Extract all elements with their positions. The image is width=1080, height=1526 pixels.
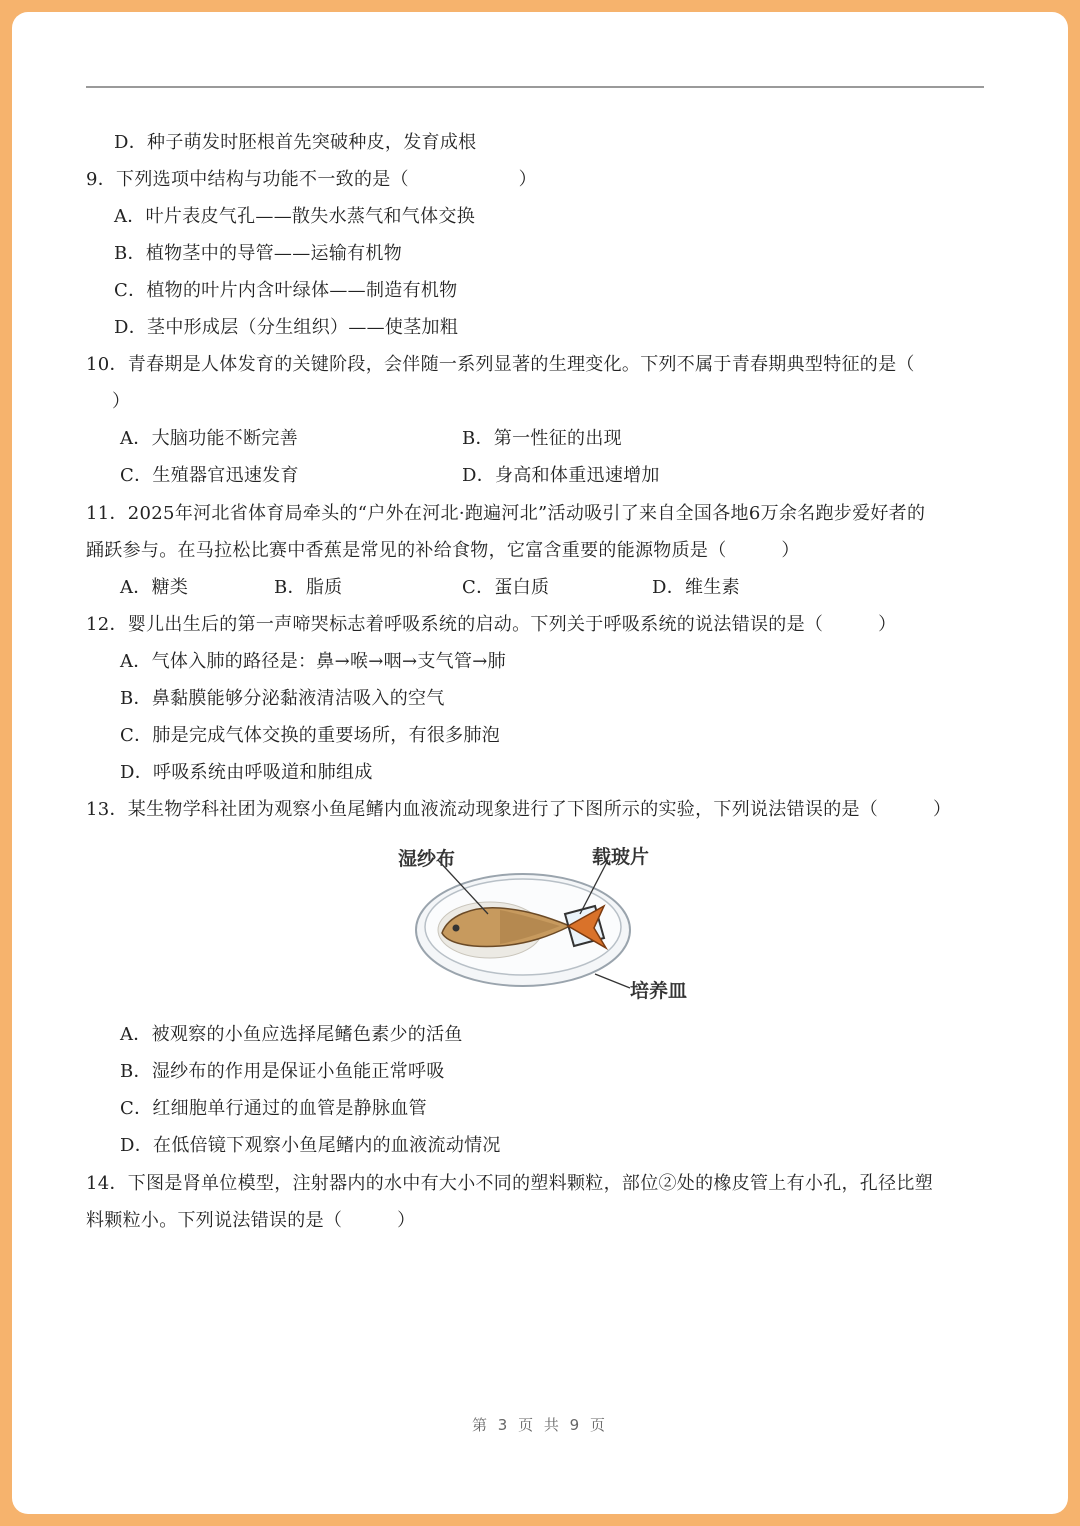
label-glass-slide: 载玻片 <box>592 846 650 868</box>
q12-option-d: D．呼吸系统由呼吸道和肺组成 <box>120 762 373 783</box>
q10-option-b: B．第一性征的出现 <box>462 428 622 449</box>
header-rule <box>86 86 984 88</box>
q11-stem-cont: 踊跃参与。在马拉松比赛中香蕉是常见的补给食物，它富含重要的能源物质是（ ） <box>86 540 800 561</box>
fish-experiment-figure <box>390 830 700 1010</box>
label-wet-gauze: 湿纱布 <box>398 848 456 870</box>
q13-option-d: D．在低倍镜下观察小鱼尾鳍内的血液流动情况 <box>120 1135 501 1156</box>
q13-option-a: A．被观察的小鱼应选择尾鳍色素少的活鱼 <box>120 1024 463 1045</box>
q9-option-d: D．茎中形成层（分生组织）——使茎加粗 <box>114 317 459 338</box>
q9-stem: 9．下列选项中结构与功能不一致的是（ ） <box>86 169 537 190</box>
page-number: 第 3 页 共 9 页 <box>472 1416 608 1434</box>
q14-stem: 14．下图是肾单位模型，注射器内的水中有大小不同的塑料颗粒，部位②处的橡皮管上有小孔，孔径比塑 <box>86 1173 933 1194</box>
q10-stem-cont: ） <box>112 391 131 412</box>
q13-stem: 13．某生物学科社团为观察小鱼尾鳍内血液流动现象进行了下图所示的实验，下列说法错误的是（ ） <box>86 799 952 820</box>
q11-option-a: A．糖类 <box>120 577 189 598</box>
q12-stem: 12．婴儿出生后的第一声啼哭标志着呼吸系统的启动。下列关于呼吸系统的说法错误的是（ ） <box>86 614 897 635</box>
q10-option-a: A．大脑功能不断完善 <box>120 428 298 449</box>
label-petri-dish: 培养皿 <box>630 980 688 1002</box>
q13-option-b: B．湿纱布的作用是保证小鱼能正常呼吸 <box>120 1061 445 1082</box>
q10-stem: 10．青春期是人体发育的关键阶段，会伴随一系列显著的生理变化。下列不属于青春期典型特征的是（ <box>86 354 915 375</box>
q12-option-c: C．肺是完成气体交换的重要场所，有很多肺泡 <box>120 725 501 746</box>
q9-option-c: C．植物的叶片内含叶绿体——制造有机物 <box>114 280 458 301</box>
q11-option-c: C．蛋白质 <box>462 577 550 598</box>
q11-stem: 11．2025年河北省体育局牵头的“户外在河北·跑遍河北”活动吸引了来自全国各地6万余名跑步爱好者的 <box>86 503 926 524</box>
q11-option-b: B．脂质 <box>274 577 343 598</box>
fish-eye <box>453 925 460 932</box>
q11-option-d: D．维生素 <box>652 577 740 598</box>
q10-option-c: C．生殖器官迅速发育 <box>120 465 299 486</box>
q8-option-d: D．种子萌发时胚根首先突破种皮，发育成根 <box>114 132 477 153</box>
q9-option-a: A．叶片表皮气孔——散失水蒸气和气体交换 <box>114 206 475 227</box>
q9-option-b: B．植物茎中的导管——运输有机物 <box>114 243 403 264</box>
q14-stem-cont: 料颗粒小。下列说法错误的是（ ） <box>86 1210 416 1231</box>
q12-option-a: A．气体入肺的路径是：鼻→喉→咽→支气管→肺 <box>120 651 506 672</box>
q12-option-b: B．鼻黏膜能够分泌黏液清洁吸入的空气 <box>120 688 445 709</box>
dish-leader-line <box>595 974 630 988</box>
q10-option-d: D．身高和体重迅速增加 <box>462 465 660 486</box>
q13-option-c: C．红细胞单行通过的血管是静脉血管 <box>120 1098 427 1119</box>
